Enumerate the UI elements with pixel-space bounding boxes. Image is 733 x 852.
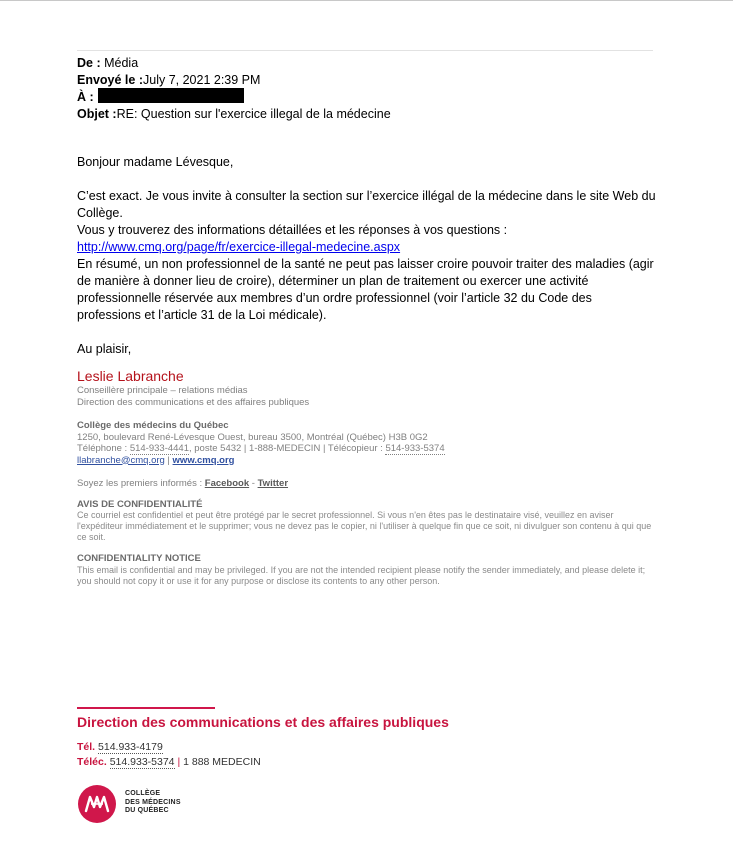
paragraph-2: Vous y trouverez des informations détaillées et les réponses à vos questions :: [77, 223, 508, 237]
signature-address: 1250, boulevard René-Lévesque Ouest, bureau 3500, Montréal (Québec) H3B 0G2: [77, 431, 428, 443]
footer-title: Direction des communications et des affaires publiques: [77, 714, 449, 730]
redacted-recipient: [98, 88, 244, 103]
from-label: De :: [77, 56, 101, 70]
footer-contacts: [77, 740, 261, 770]
from-row: [77, 55, 391, 72]
logo-wordmark: COLLÈGE DES MÉDECINS DU QUÉBEC: [125, 790, 181, 814]
paragraph-1: C’est exact. Je vous invite à consulter la section sur l’exercice illégal de la médecine dans le site Web du Collège.: [77, 189, 656, 220]
cmq-logo-icon: [77, 784, 117, 824]
to-label: À :: [77, 90, 94, 104]
subject-row: [77, 106, 391, 123]
top-border: [0, 0, 733, 1]
footer-toll-free: 1 888 MEDECIN: [183, 756, 261, 768]
subject-label: Objet :: [77, 106, 117, 121]
subject-value: RE: Question sur l'exercice illegal de la médecine: [116, 106, 391, 121]
footer-tel[interactable]: 514.933-4179: [98, 741, 163, 753]
social-row: Soyez les premiers informés : Facebook - Twitter: [77, 478, 289, 489]
sent-value: July 7, 2021 2:39 PM: [143, 72, 261, 87]
email-header: [77, 55, 391, 122]
sent-label: Envoyé le :: [77, 72, 143, 87]
facebook-link[interactable]: Facebook: [204, 478, 250, 489]
footer-fax-row: Téléc. 514.933-5374 | 1 888 MEDECIN: [77, 756, 261, 768]
confidentiality-en-text: This email is confidential and may be privileged. If you are not the intended recipient please notify the sender immediately, and please delete it; you should not copy it or use it for any purpose or disclose its contents to any other person.: [77, 564, 646, 586]
signature-title: Conseillère principale – relations médias: [77, 385, 248, 396]
confidentiality-fr-title: AVIS DE CONFIDENTIALITÉ: [77, 498, 203, 510]
footer-fax[interactable]: 514.933-5374: [109, 756, 175, 768]
email-body: [77, 154, 657, 358]
signature-department: Direction des communications et des affaires publiques: [77, 396, 310, 408]
signature-org: Collège des médecins du Québec: [77, 420, 229, 431]
footer-tel-row: Tél. 514.933-4179: [77, 741, 163, 753]
cmq-illegal-practice-link[interactable]: http://www.cmq.org/page/fr/exercice-illegal-medecine.aspx: [77, 240, 401, 254]
header-divider: [77, 50, 653, 51]
twitter-link[interactable]: Twitter: [257, 478, 289, 489]
confidentiality-fr-text: Ce courriel est confidentiel et peut être protégé par le secret professionnel. Si vous n'en êtes pas le destinataire visé, veuillez en aviser l'expéditeur immédiatement et le supprimer; vous ne devez pas le copier, ni l'utiliser à quelque fin que ce soit, ni divulguer son contenu à qui que ce soit.: [77, 510, 652, 542]
sent-row: [77, 72, 391, 89]
signature-phones: Téléphone : 514-933-4441, poste 5432 | 1-888-MEDECIN | Télécopieur : 514-933-5374: [77, 443, 445, 454]
signature-email-link[interactable]: llabranche@cmq.org: [77, 454, 165, 466]
signature-website-link[interactable]: www.cmq.org: [172, 454, 235, 466]
signature-contact-links: llabranche@cmq.org | www.cmq.org: [77, 454, 235, 466]
footer-accent-rule: [77, 707, 215, 709]
signature-fax[interactable]: 514-933-5374: [385, 443, 445, 454]
signature-block: [77, 368, 657, 587]
paragraph-3: En résumé, un non professionnel de la santé ne peut pas laisser croire pouvoir traiter des maladies (agir de manière à donner lieu de croire), déterminer un plan de traitement ou exercer une activité professionnelle réservée aux membres d’un ordre professionnel (voir l’article 32 du Code des professions et l’article 31 de la Loi médicale).: [77, 257, 654, 322]
signature-name: Leslie Labranche: [77, 368, 184, 384]
signature-phone[interactable]: 514-933-4441: [129, 443, 189, 454]
confidentiality-en-title: CONFIDENTIALITY NOTICE: [77, 553, 201, 564]
greeting: Bonjour madame Lévesque,: [77, 155, 234, 169]
closing: Au plaisir,: [77, 342, 132, 356]
to-row: [77, 88, 391, 106]
from-value: Média: [104, 56, 139, 70]
